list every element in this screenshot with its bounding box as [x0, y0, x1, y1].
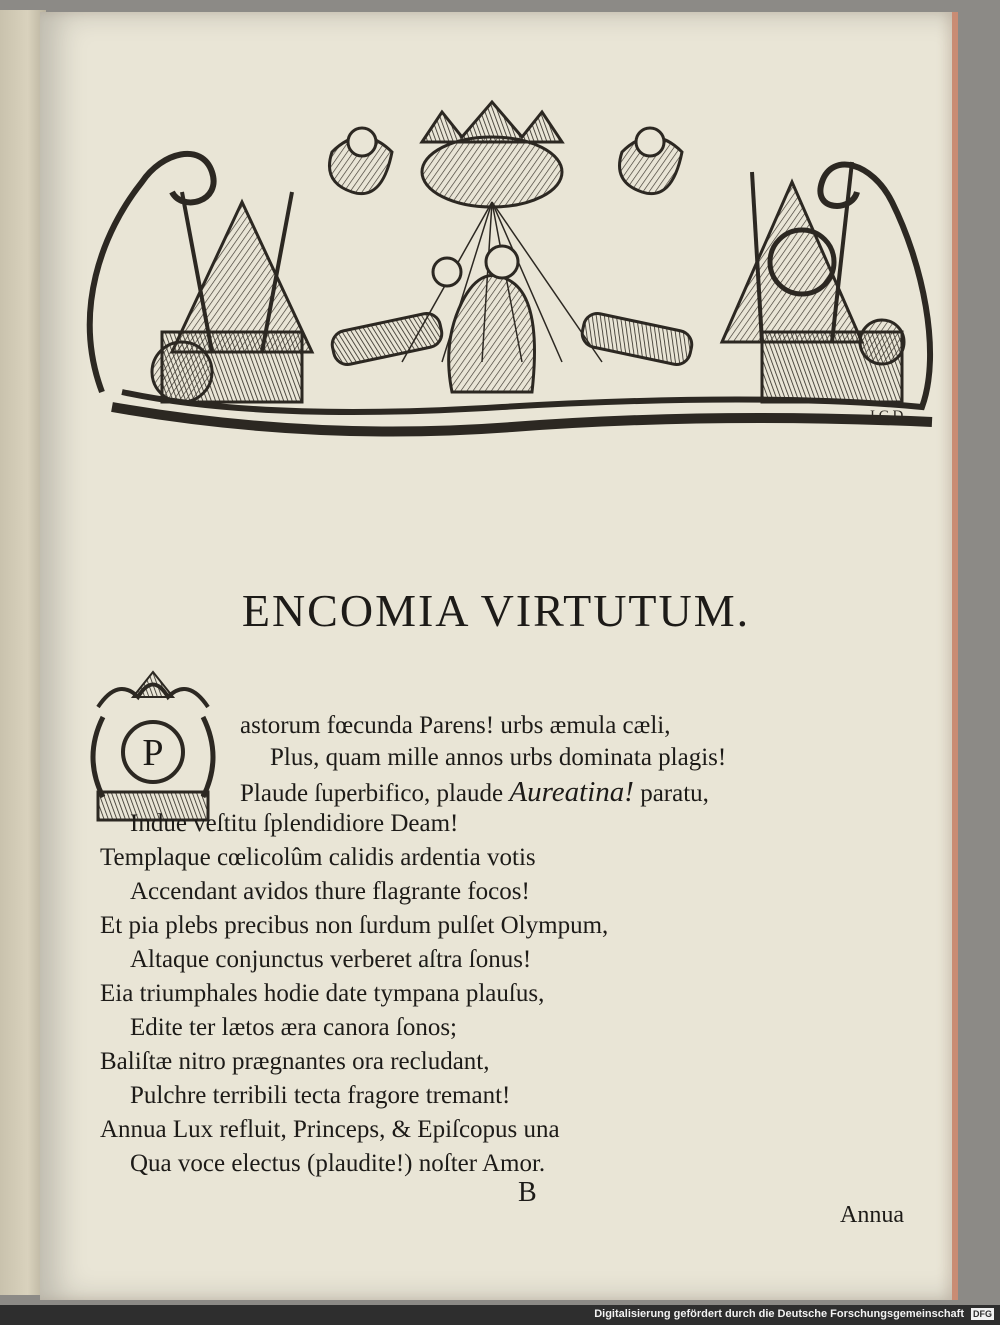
- poem-line-4: Indue veſtitu ſplendidiore Deam!: [130, 810, 459, 837]
- vignette-signature: I.C.D: [870, 408, 904, 424]
- engraved-vignette: [62, 62, 952, 452]
- poem-line-9: Eia triumphales hodie date tympana plauſus,: [100, 980, 545, 1007]
- poem-line-11: Baliſtæ nitro prægnantes ora recludant,: [100, 1048, 490, 1075]
- page-title: ENCOMIA VIRTUTUM.: [241, 585, 751, 636]
- poem-line-3-start: Plaude ſuperbifico, plaude: [240, 780, 510, 807]
- book-page: [40, 12, 958, 1300]
- dfg-logo: DFG: [973, 1309, 992, 1319]
- poem-line-5: Templaque cœlicolûm calidis ardentia votis: [100, 844, 536, 871]
- poem-line-3-name: Aureatina!: [509, 776, 634, 808]
- poem-line-3-end: paratu,: [633, 780, 709, 807]
- initial-letter: P: [142, 732, 164, 774]
- decorated-initial: [78, 667, 228, 827]
- poem-line-6: Accendant avidos thure flagrante focos!: [130, 878, 530, 905]
- poem-line-10: Edite ter lætos æra canora ſonos;: [130, 1014, 458, 1041]
- poem-line-3: [240, 776, 709, 809]
- poem-line-1: astorum fœcunda Parens! urbs æmula cæli,: [240, 712, 671, 739]
- vignette-drawing: [62, 62, 952, 452]
- poem-line-2: Plus, quam mille annos urbs dominata plagis!: [270, 744, 727, 771]
- poem-line-13: Annua Lux refluit, Princeps, & Epiſcopus una: [100, 1116, 560, 1143]
- signature-mark: B: [518, 1177, 537, 1208]
- footer-text: Digitalisierung gefördert durch die Deutsche Forschungsgemeinschaft: [594, 1308, 964, 1320]
- catchword: Annua: [840, 1202, 904, 1228]
- poem-line-14: Qua voce electus (plaudite!) noſter Amor.: [130, 1150, 546, 1177]
- footer-bar: [0, 1305, 1000, 1325]
- poem-line-12: Pulchre terribili tecta fragore tremant!: [130, 1082, 511, 1109]
- poem-line-8: Altaque conjunctus verberet aſtra ſonus!: [130, 946, 532, 973]
- initial-ornament: [78, 667, 228, 827]
- poem-line-7: Et pia plebs precibus non ſurdum pulſet Olympum,: [100, 912, 609, 939]
